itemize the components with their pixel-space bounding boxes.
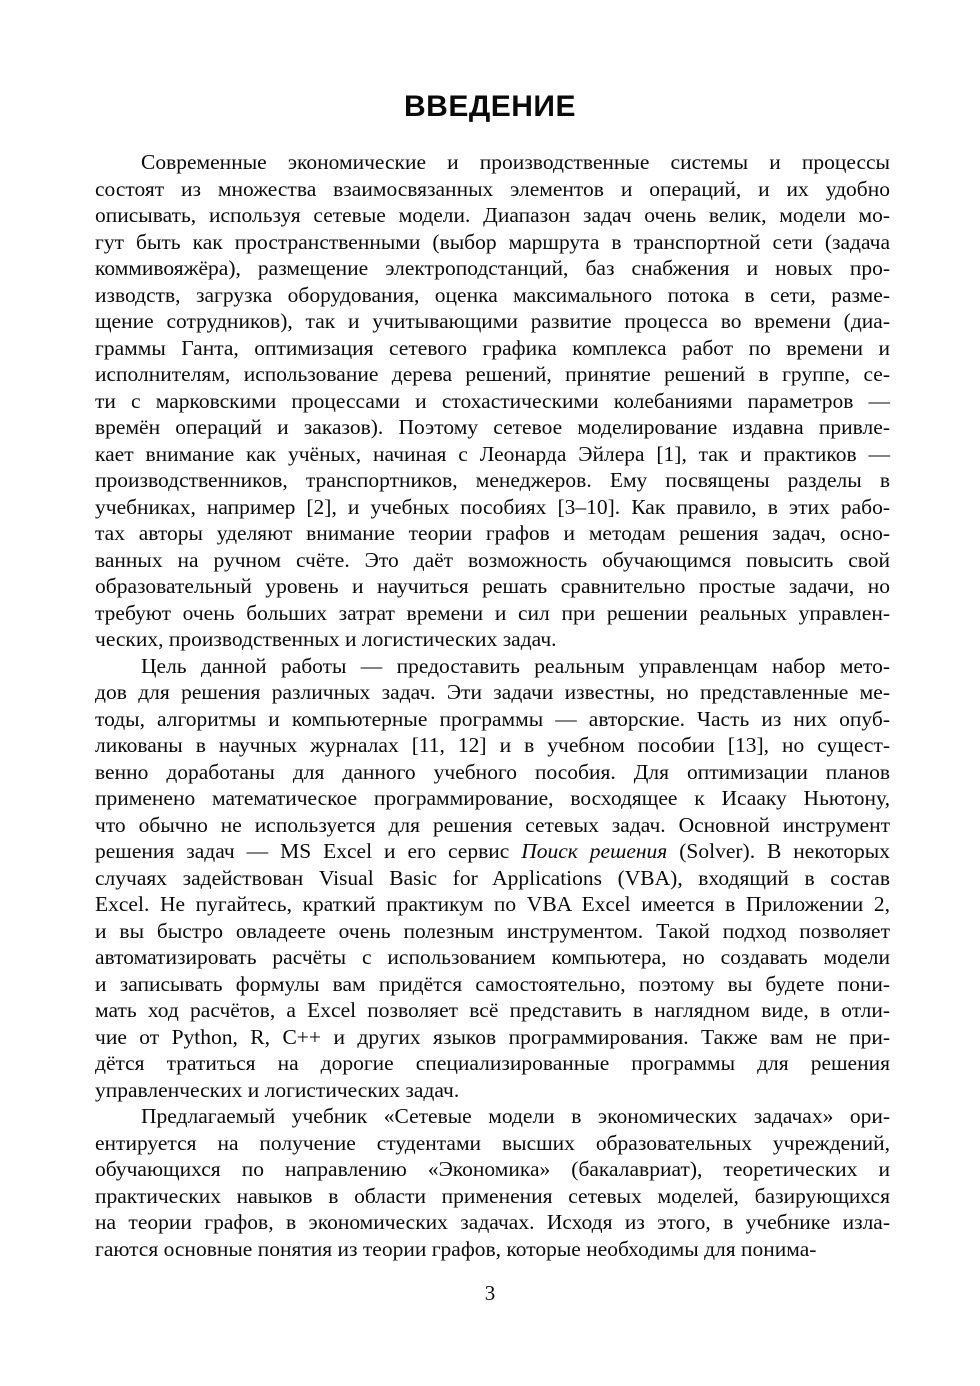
text-line: состоят из множества взаимосвязанных элементов и операций, и их удобно [95,176,890,201]
text-line: мать ход расчётов, а Excel позволяет всё представить в наглядном виде, в отли- [95,998,890,1022]
text-line: ентируется на получение студентами высших образовательных учреждений, [95,1130,890,1155]
text-line: автоматизировать расчёты с использованием компьютера, но создавать модели [95,945,890,969]
text-line: дётся тратиться на дорогие специализированные программы для решения [95,1051,890,1075]
text-line: тоды, алгоритмы и компьютерные программы — авторские. Часть из них опуб- [95,706,890,731]
text-line: ческих, производственных и логистических задач. [95,627,557,651]
text-line: практических навыков в области применения сетевых моделей, базирующихся [95,1183,890,1208]
text-line: коммивояжёра), размещение электроподстанций, баз снабжения и новых про- [95,256,890,280]
text-line: решения задач — MS Excel и его сервис Поиск решения (Solver). В некоторых [95,839,890,863]
page-title: ВВЕДЕНИЕ [404,90,576,123]
paragraph [95,653,890,1104]
text-line: ликованы в научных журналах [11, 12] и в учебном пособии [13], но сущест- [95,733,890,757]
text-line: учебниках, например [2], и учебных пособиях [3–10]. Как правило, в этих рабо- [95,494,890,519]
text-line: ванных на ручном счёте. Это даёт возможность обучающимся повысить свой [95,547,890,572]
page-body [0,149,980,1262]
page-number: 3 [484,1281,496,1305]
text-line: управленческих и логистических задач. [95,1077,460,1102]
text-line: ти с марковскими процессами и стохастическими колебаниями параметров — [95,388,890,413]
text-line: обучающихся по направлению «Экономика» (бакалавриат), теоретических и [95,1157,890,1181]
text-line: образовательный уровень и научиться решать сравнительно простые задачи, но [95,574,890,598]
text-line: Современные экономические и производственные системы и процессы [141,150,890,174]
text-line: и вы быстро овладеете очень полезным инструментом. Такой подход позволяет [95,918,890,943]
text-line: Цель данной работы — предоставить реальным управленцам набор мето- [141,653,890,678]
text-line: Excel. Не пугайтесь, краткий практикум по VBA Excel имеется в Приложении 2, [95,892,890,916]
text-line: времён операций и заказов). Поэтому сетевое моделирование издавна привле- [95,415,890,439]
text-line: граммы Ганта, оптимизация сетевого графика комплекса работ по времени и [95,335,890,360]
text-line: дов для решения различных задач. Эти задачи известны, но представленные ме- [95,680,890,704]
text-line: тах авторы уделяют внимание теории графов и методам решения задач, осно- [95,521,890,545]
paragraph [95,1103,890,1262]
text-line: случаях задействован Visual Basic for Applications (VBA), входящий в состав [95,865,890,890]
text-line: применено математическое программирование, восходящее к Исааку Ньютону, [95,786,890,810]
text-line: кает внимание как учёных, начиная с Леонарда Эйлера [1], так и практиков — [95,441,890,466]
text-line: гаются основные понятия из теории графов, которые необходимы для понима- [95,1236,817,1261]
text-line: на теории графов, в экономических задачах. Исходя из этого, в учебнике изла- [95,1210,890,1234]
text-line: изводств, загрузка оборудования, оценка максимального потока в сети, разме- [95,282,890,307]
text-line: производственников, транспортников, менеджеров. Ему посвящены разделы в [95,468,890,492]
text-line: гут быть как пространственными (выбор маршрута в транспортной сети (задача [95,229,890,254]
text-line: требуют очень больших затрат времени и сил при решении реальных управлен- [95,600,890,625]
text-line: венно доработаны для данного учебного пособия. Для оптимизации планов [95,759,890,784]
text-line: чие от Python, R, C++ и других языков программирования. Также вам не при- [95,1024,890,1049]
text-line: что обычно не используется для решения сетевых задач. Основной инструмент [95,812,890,837]
text-line: Предлагаемый учебник «Сетевые модели в экономических задачах» ори- [141,1104,890,1128]
text-line: щение сотрудников), так и учитывающими развитие процесса во времени (диа- [95,309,890,333]
paragraph [95,149,890,653]
text-line: исполнителям, использование дерева решений, принятие решений в группе, се- [95,362,890,386]
text-line: описывать, используя сетевые модели. Диапазон задач очень велик, модели мо- [95,203,890,227]
text-line: и записывать формулы вам придётся самостоятельно, поэтому вы будете пони- [95,971,890,996]
